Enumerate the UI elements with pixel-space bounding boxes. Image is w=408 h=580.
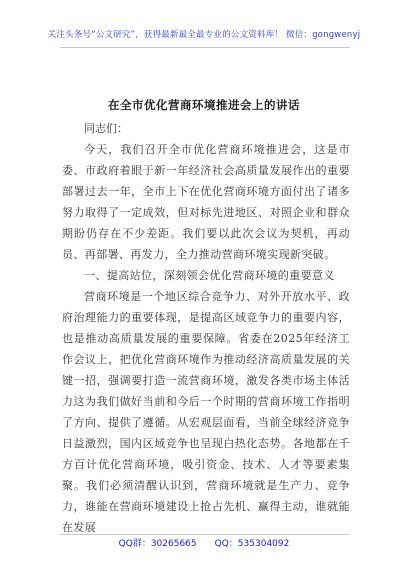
salutation: 同志们： xyxy=(84,122,128,135)
document-title: 在全市优化营商环境推进会上的讲话 xyxy=(108,98,300,112)
footer-qq-number: QQ：535304092 xyxy=(214,539,290,549)
footer-contact xyxy=(0,536,408,549)
header-divider xyxy=(60,47,350,48)
body-paragraph: 今天，我们召开全市优化营商环境推进会，这是市委、市政府着眼于新一年经济社会高质量发展作出的重要部署过去一年，全市上下在优化营商环境方面付出了诸多努力取得了一定成效，但对标先进地区、对照企业和群众期盼仍存在不少差距。我们要以此次会议为契机，再动员、再部署、再发力，全力推动营商环境实现新突破。 xyxy=(62,143,350,261)
document-body xyxy=(62,118,350,538)
footer-qq-group: QQ群：30265665 xyxy=(118,539,197,549)
footer-divider xyxy=(60,534,350,535)
header-promo-text: 关注头条号“公文研究”，获得最新最全最专业的公文资料库！ 微信：gongwenyj xyxy=(47,30,361,40)
header-promo-banner xyxy=(0,28,408,40)
section-heading: 一、提高站位，深刻领会优化营商环境的重要意义 xyxy=(84,269,335,282)
body-paragraph: 营商环境是一个地区综合竞争力、对外开放水平、政府治理能力的重要体现，是提高区域竞争力的重要内容，也是推动高质量发展的重要保障。省委在2025年经济工作会议上，把优化营商环境作为推动经济高质量发展的关键一招，强调要打造一流营商环境，激发各类市场主体活力这为我们做好当前和今后一个时期的营商环境工作指明了方向、提供了遵循。从宏观层面看，当前全球经济竞争日益激烈，国内区域竞争也呈现白热化态势。各地都在千方百计优化营商环境，吸引资金、技术、人才等要素集聚。我们必须清醒认识到，营商环境就是生产力、竞争力，谁能在营商环境建设上抢占先机、赢得主动，谁就能在发展 xyxy=(62,290,350,534)
